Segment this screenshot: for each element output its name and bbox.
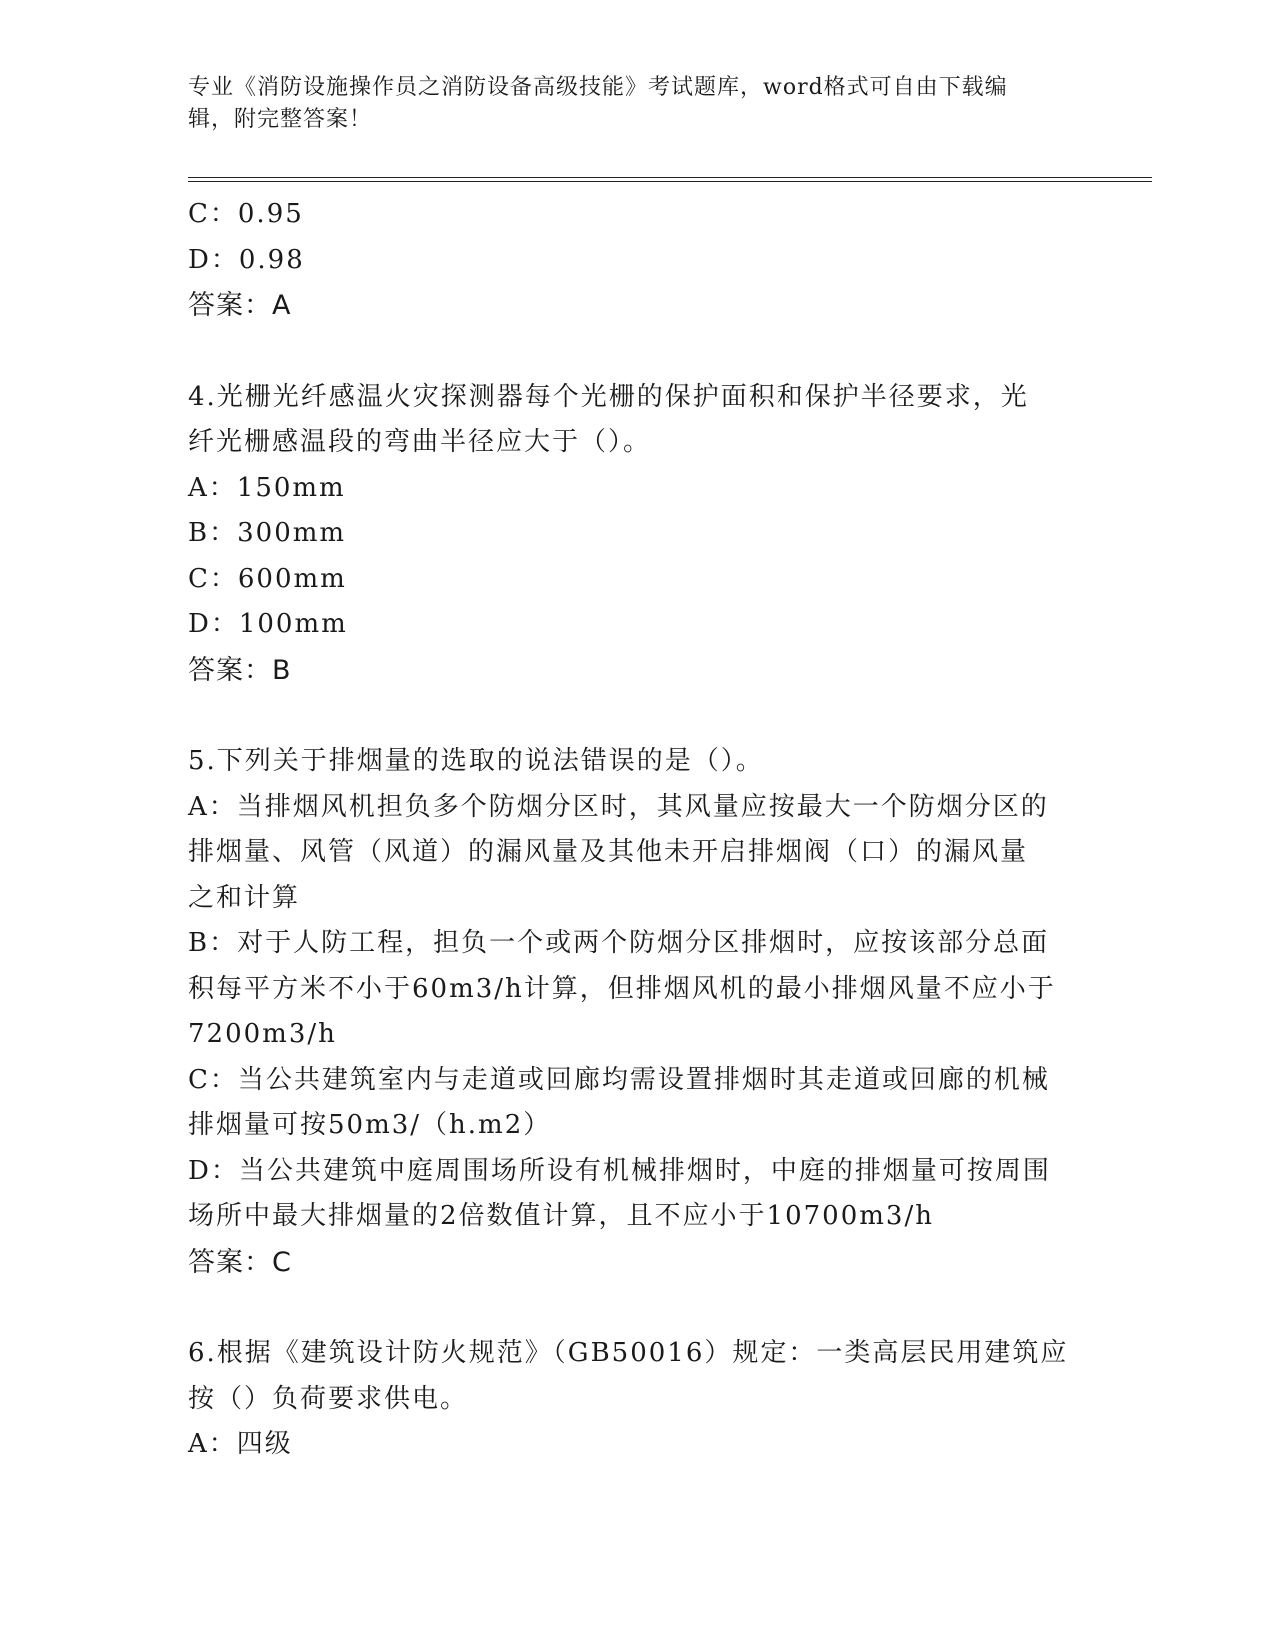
option-b: B：对于人防工程，担负一个或两个防烟分区排烟时，应按该部分总面: [188, 928, 1050, 958]
question-5: [188, 739, 1088, 1285]
option-d: D：0.98: [188, 244, 305, 275]
question-stem: 按（）负荷要求供电。: [188, 1383, 469, 1414]
question-stem: 纤光栅感温段的弯曲半径应大于（）。: [188, 427, 652, 457]
header-divider-top: [188, 177, 1152, 178]
question-stem: 6.根据《建筑设计防火规范》（GB50016）规定：一类高层民用建筑应: [188, 1338, 1069, 1368]
question-4: [188, 375, 1088, 694]
option-a: A：150mm: [188, 472, 346, 503]
answer-line: 答案：B: [188, 654, 292, 686]
question-stem: 4.光栅光纤感温火灾探测器每个光栅的保护面积和保护半径要求，光: [188, 381, 1029, 412]
option-a-cont: 排烟量、风管（风道）的漏风量及其他未开启排烟阀（口）的漏风量: [188, 837, 1029, 867]
option-a: A：当排烟风机担负多个防烟分区时，其风量应按最大一个防烟分区的: [188, 791, 1049, 822]
option-c-cont: 排烟量可按50m3/（h.m2）: [188, 1110, 552, 1140]
option-d: D：100mm: [188, 609, 348, 639]
option-b: B：300mm: [188, 518, 347, 548]
option-a-cont: 之和计算: [188, 882, 301, 913]
option-b-cont: 积每平方米不小于60m3/h计算，但排烟风机的最小排烟风量不应小于: [188, 973, 1056, 1004]
question-content: [188, 192, 1088, 1468]
header-line-1: 专业《消防设施操作员之消防设备高级技能》考试题库，word格式可自由下载编: [188, 75, 1008, 100]
spacer: [188, 693, 1088, 739]
spacer: [188, 1285, 1088, 1331]
prev-question: [188, 192, 1088, 329]
option-a: A：四级: [188, 1429, 293, 1459]
header-divider-bottom: [188, 181, 1152, 182]
option-c: C：0.95: [188, 199, 304, 229]
question-stem: 5.下列关于排烟量的选取的说法错误的是（）。: [188, 746, 764, 776]
option-c: C：当公共建筑室内与走道或回廊均需设置排烟时其走道或回廊的机械: [188, 1064, 1050, 1095]
question-6: [188, 1331, 1088, 1468]
answer-line: 答案：C: [188, 1246, 292, 1278]
header-line-2: 辑，附完整答案！: [188, 107, 373, 132]
answer-line: 答案：A: [188, 290, 292, 321]
option-c: C：600mm: [188, 563, 347, 594]
option-d-cont: 场所中最大排烟量的2倍数值计算，且不应小于10700m3/h: [188, 1201, 934, 1231]
page-header: [188, 72, 1088, 136]
option-d: D：当公共建筑中庭周围场所设有机械排烟时，中庭的排烟量可按周围: [188, 1155, 1051, 1186]
spacer: [188, 329, 1088, 375]
option-b-cont: 7200m3/h: [188, 1019, 337, 1049]
